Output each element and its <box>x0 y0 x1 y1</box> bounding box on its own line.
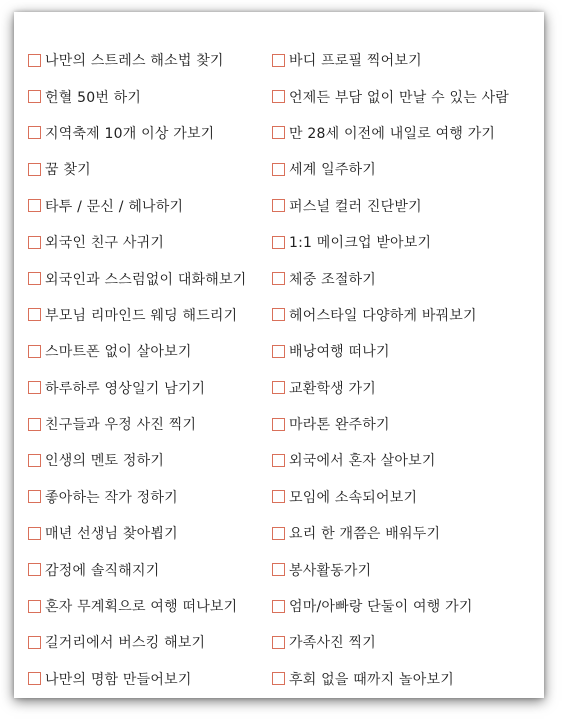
checkbox[interactable] <box>272 236 285 249</box>
checklist-item-label: 꿈 찾기 <box>45 162 91 179</box>
checklist-item-label: 가족사진 찍기 <box>289 635 376 652</box>
checklist-item-label: 부모님 리마인드 웨딩 해드리기 <box>45 307 238 324</box>
checklist-item <box>28 479 246 515</box>
checklist-item-label: 요리 한 개쯤은 배워두기 <box>289 526 441 543</box>
checklist-item <box>272 515 509 551</box>
checkbox[interactable] <box>28 563 41 576</box>
checkbox[interactable] <box>28 308 41 321</box>
checklist-item <box>272 588 509 624</box>
checklist-item-label: 외국인과 스스럼없이 대화해보기 <box>45 271 247 288</box>
checklist-item-label: 지역축제 10개 이상 가보기 <box>45 125 215 142</box>
checklist-item <box>272 42 509 78</box>
checklist-item-label: 후회 없을 때까지 놀아보기 <box>289 671 454 688</box>
checklist-item <box>272 78 509 114</box>
checkbox[interactable] <box>272 672 285 685</box>
checklist-item <box>272 333 509 369</box>
checklist-item-label: 언제든 부담 없이 만날 수 있는 사람 <box>289 89 510 106</box>
checklist-item <box>28 442 246 478</box>
checkbox[interactable] <box>272 454 285 467</box>
checklist-item <box>28 624 246 660</box>
checkbox[interactable] <box>28 199 41 212</box>
checklist-item <box>28 151 246 187</box>
checkbox[interactable] <box>28 90 41 103</box>
checkbox[interactable] <box>28 418 41 431</box>
checklist-item-label: 혼자 무계획으로 여행 떠나보기 <box>45 599 238 616</box>
checklist-item-label: 마라톤 완주하기 <box>289 417 390 434</box>
checkbox[interactable] <box>272 126 285 139</box>
checklist-item <box>272 370 509 406</box>
checklist-item <box>272 479 509 515</box>
checklist-item <box>272 297 509 333</box>
checklist-item-label: 엄마/아빠랑 단둘이 여행 가기 <box>289 599 473 616</box>
checkbox[interactable] <box>272 600 285 613</box>
checklist-item-label: 외국인 친구 사귀기 <box>45 235 165 252</box>
checkbox[interactable] <box>28 163 41 176</box>
checkbox[interactable] <box>28 454 41 467</box>
checklist-item <box>272 151 509 187</box>
checkbox[interactable] <box>28 527 41 540</box>
checklist-item-label: 퍼스널 컬러 진단받기 <box>289 198 422 215</box>
checklist-item <box>28 260 246 296</box>
checklist-item-label: 매년 선생님 찾아뵙기 <box>45 526 178 543</box>
checklist-item-label: 타투 / 문신 / 헤나하기 <box>45 198 184 215</box>
checkbox[interactable] <box>272 381 285 394</box>
checklist-item <box>28 370 246 406</box>
checklist-item-label: 좋아하는 작가 정하기 <box>45 489 178 506</box>
checkbox[interactable] <box>272 163 285 176</box>
checklist-item-label: 나만의 스트레스 해소법 찾기 <box>45 53 224 70</box>
checklist-item-label: 친구들과 우정 사진 찍기 <box>45 417 197 434</box>
checklist-item-label: 길거리에서 버스킹 해보기 <box>45 635 206 652</box>
checkbox[interactable] <box>28 490 41 503</box>
checklist-item <box>28 42 246 78</box>
checklist-item <box>272 260 509 296</box>
checkbox[interactable] <box>28 636 41 649</box>
checklist-item <box>272 406 509 442</box>
checklist-item-label: 헤어스타일 다양하게 바꿔보기 <box>289 307 477 324</box>
checklist-item-label: 모임에 소속되어보기 <box>289 489 418 506</box>
checklist-item-label: 체중 조절하기 <box>289 271 376 288</box>
checkbox[interactable] <box>272 345 285 358</box>
checkbox[interactable] <box>28 600 41 613</box>
checkbox[interactable] <box>272 418 285 431</box>
checklist-right-column <box>272 42 509 697</box>
checklist-item <box>28 551 246 587</box>
checklist-item-label: 나만의 명함 만들어보기 <box>45 671 192 688</box>
checklist-item-label: 세계 일주하기 <box>289 162 376 179</box>
checklist-item <box>28 661 246 697</box>
checkbox[interactable] <box>272 636 285 649</box>
checkbox[interactable] <box>28 236 41 249</box>
checklist-item-label: 스마트폰 없이 살아보기 <box>45 344 192 361</box>
checkbox[interactable] <box>28 381 41 394</box>
checklist-item-label: 만 28세 이전에 내일로 여행 가기 <box>289 125 496 142</box>
checklist-page <box>14 12 544 698</box>
checkbox[interactable] <box>28 272 41 285</box>
checkbox[interactable] <box>272 563 285 576</box>
checklist-item <box>28 224 246 260</box>
checkbox[interactable] <box>28 126 41 139</box>
checklist-item <box>28 297 246 333</box>
checklist-item-label: 배낭여행 떠나기 <box>289 344 390 361</box>
checklist-item <box>28 406 246 442</box>
checklist-item-label: 봉사활동가기 <box>289 562 372 579</box>
checklist-item-label: 헌혈 50번 하기 <box>45 89 142 106</box>
checklist-item-label: 하루하루 영상일기 남기기 <box>45 380 206 397</box>
checklist-item-label: 1:1 메이크업 받아보기 <box>289 235 432 252</box>
checklist-item <box>272 661 509 697</box>
checklist-item <box>272 188 509 224</box>
checklist-item-label: 인생의 멘토 정하기 <box>45 453 165 470</box>
checkbox[interactable] <box>272 272 285 285</box>
checklist-item <box>272 115 509 151</box>
checkbox[interactable] <box>28 54 41 67</box>
checklist-item-label: 교환학생 가기 <box>289 380 376 397</box>
checkbox[interactable] <box>272 490 285 503</box>
checklist-item <box>272 624 509 660</box>
checkbox[interactable] <box>28 672 41 685</box>
checklist-item-label: 바디 프로필 찍어보기 <box>289 53 422 70</box>
checklist-item <box>28 188 246 224</box>
checklist-item <box>28 78 246 114</box>
checkbox[interactable] <box>272 54 285 67</box>
checklist-item <box>28 515 246 551</box>
checkbox[interactable] <box>28 345 41 358</box>
checklist-item-label: 외국에서 혼자 살아보기 <box>289 453 436 470</box>
checklist-item <box>28 115 246 151</box>
checkbox[interactable] <box>272 308 285 321</box>
checklist-item <box>272 551 509 587</box>
checklist-item <box>272 442 509 478</box>
checkbox[interactable] <box>272 527 285 540</box>
checklist-item <box>272 224 509 260</box>
checkbox[interactable] <box>272 90 285 103</box>
checkbox[interactable] <box>272 199 285 212</box>
checklist-left-column <box>28 42 246 697</box>
checklist-item <box>28 588 246 624</box>
checklist-item <box>28 333 246 369</box>
checklist-item-label: 감정에 솔직해지기 <box>45 562 160 579</box>
